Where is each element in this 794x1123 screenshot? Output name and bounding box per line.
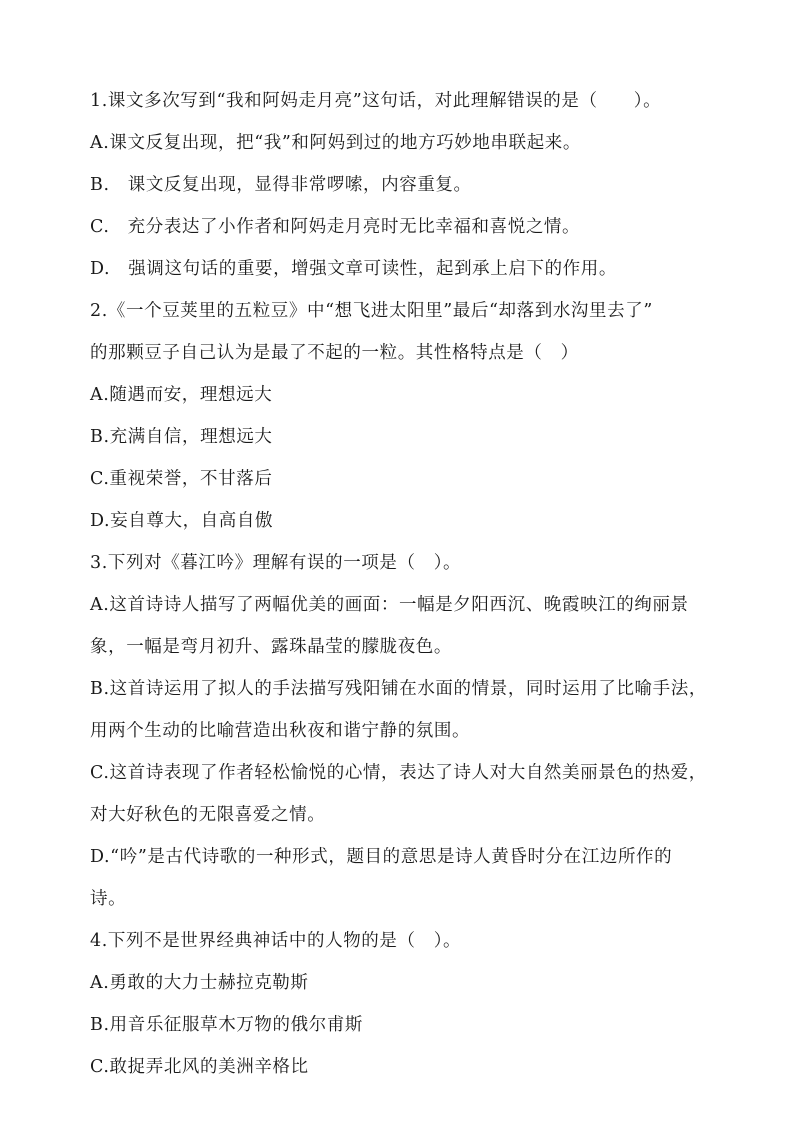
question-1-option-d: D. 强调这句话的重要，增强文章可读性，起到承上启下的作用。 <box>90 259 617 279</box>
question-1-option-a: A.课文反复出现，把“我”和阿妈到过的地方巧妙地串联起来。 <box>90 133 581 153</box>
question-4 <box>90 920 710 1088</box>
question-2-option-b: B.充满自信，理想远大 <box>90 427 273 447</box>
question-4-stem: 4.下列不是世界经典神话中的人物的是（ ）。 <box>90 931 462 951</box>
question-3-option-c-line-1: C.这首诗表现了作者轻松愉悦的心情，表达了诗人对大自然美丽景色的热爱， <box>90 763 707 783</box>
question-1-stem: 1.课文多次写到“我和阿妈走月亮”这句话，对此理解错误的是（ ）。 <box>90 91 662 111</box>
question-3-option-d-line-1: D.“吟”是古代诗歌的一种形式，题目的意思是诗人黄昏时分在江边所作的 <box>90 847 673 867</box>
question-4-option-c: C.敢捉弄北风的美洲辛格比 <box>90 1057 309 1077</box>
question-1-option-c: C. 充分表达了小作者和阿妈走月亮时无比幸福和喜悦之情。 <box>90 217 581 237</box>
question-3-option-a-line-1: A.这首诗诗人描写了两幅优美的画面：一幅是夕阳西沉、晚霞映江的绚丽景 <box>90 595 689 615</box>
question-2-option-a: A.随遇而安，理想远大 <box>90 385 273 405</box>
question-1 <box>90 80 710 290</box>
question-2-stem-line-1: 2.《一个豆荚里的五粒豆》中“想飞进太阳里”最后“却落到水沟里去了” <box>90 301 653 321</box>
question-3-option-d-line-2: 诗。 <box>90 889 127 909</box>
question-3-option-c-line-2: 对大好秋色的无限喜爱之情。 <box>90 805 326 825</box>
document-page <box>90 80 710 1088</box>
question-1-option-b: B. 课文反复出现，显得非常啰嗦，内容重复。 <box>90 175 472 195</box>
question-2-stem-line-2: 的那颗豆子自己认为是最了不起的一粒。其性格特点是（ ） <box>90 343 579 363</box>
question-4-option-a: A.勇敢的大力士赫拉克勒斯 <box>90 973 309 993</box>
question-2-option-d: D.妄自尊大，自高自傲 <box>90 511 274 531</box>
question-2-option-c: C.重视荣誉，不甘落后 <box>90 469 273 489</box>
question-3-stem: 3.下列对《暮江吟》理解有误的一项是（ ）。 <box>90 553 462 573</box>
question-3-option-b-line-2: 用两个生动的比喻营造出秋夜和谐宁静的氛围。 <box>90 721 471 741</box>
question-3 <box>90 542 710 920</box>
question-3-option-a-line-2: 象，一幅是弯月初升、露珠晶莹的朦胧夜色。 <box>90 637 452 657</box>
question-3-option-b-line-1: B.这首诗运用了拟人的手法描写残阳铺在水面的情景，同时运用了比喻手法， <box>90 679 707 699</box>
question-4-option-b: B.用音乐征服草木万物的俄尔甫斯 <box>90 1015 364 1035</box>
question-2 <box>90 290 710 542</box>
